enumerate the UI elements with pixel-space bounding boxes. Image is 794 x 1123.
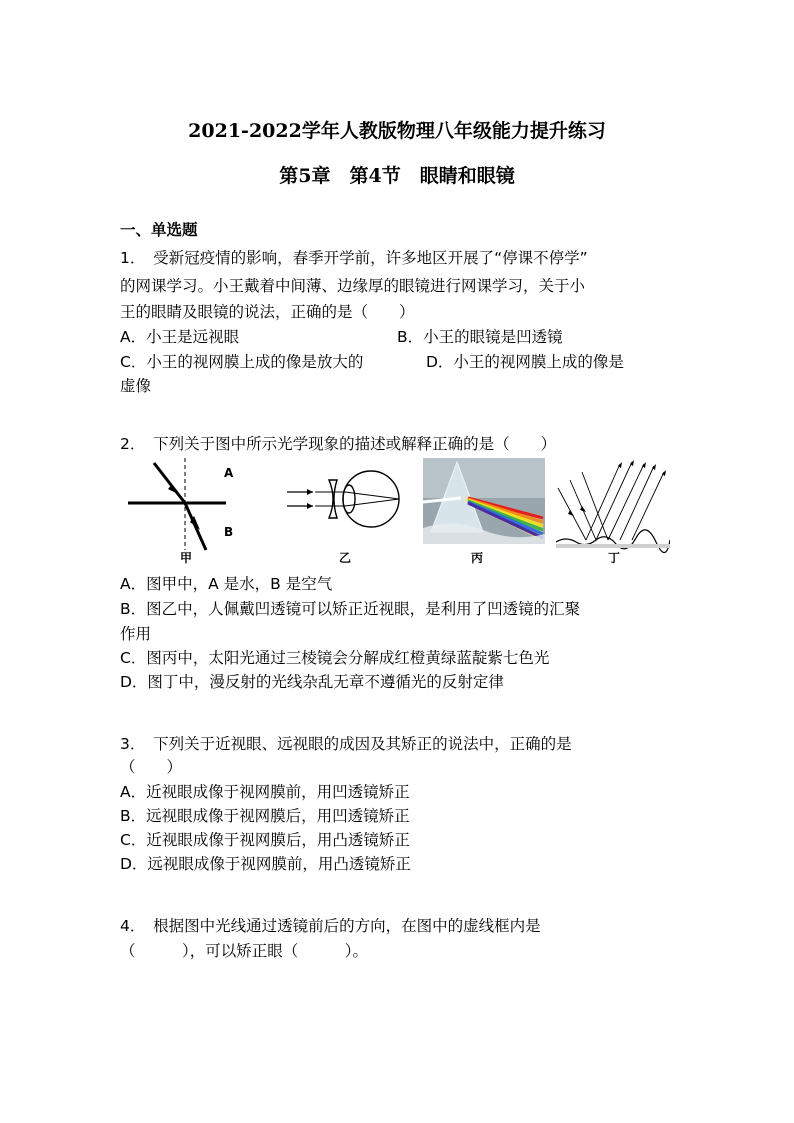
q3-line-2: （ ） [120,758,183,776]
q1-option-c: C．小王的视网膜上成的像是放大的 [120,353,364,371]
figure-bing-prism [423,458,545,566]
section-heading: 一、单选题 [120,221,198,239]
q1-line-3: 王的眼睛及眼镜的说法，正确的是（ ） [120,303,415,321]
q2-option-b-cont: 作用 [120,625,152,643]
figure-yi-eye [285,458,405,566]
figure-yi-caption: 乙 [339,551,352,565]
figure-jia-label-b: B [224,525,234,539]
figure-ding-caption: 丁 [608,551,621,565]
q3-option-a: A．近视眼成像于视网膜前，用凹透镜矫正 [120,783,410,801]
q2-option-a: A．图甲中，A 是水，B 是空气 [120,575,333,593]
q1-line-1: 1． 受新冠疫情的影响，春季开学前，许多地区开展了“停课不停学” [120,249,588,267]
q2-line-1: 2． 下列关于图中所示光学现象的描述或解释正确的是（ ） [120,435,557,453]
q4-line-1: 4． 根据图中光线通过透镜前后的方向，在图中的虚线框内是 [120,917,541,935]
q3-option-c: C．近视眼成像于视网膜后，用凸透镜矫正 [120,831,410,849]
q1-option-b: B．小王的眼镜是凹透镜 [397,328,563,346]
q3-option-b: B．远视眼成像于视网膜后，用凹透镜矫正 [120,807,410,825]
figure-jia-caption: 甲 [180,551,193,565]
q2-option-c: C．图丙中，太阳光通过三棱镜会分解成红橙黄绿蓝靛紫七色光 [120,649,550,667]
q1-option-d-cont: 虚像 [120,377,152,395]
figure-bing-caption: 丙 [471,551,484,565]
q1-option-d: D．小王的视网膜上成的像是 [426,353,624,371]
figure-ding-diffuse-reflection [556,458,670,566]
q2-option-b: B．图乙中，人佩戴凹透镜可以矫正近视眼，是利用了凹透镜的汇聚 [120,600,581,618]
q1-line-2: 的网课学习。小王戴着中间薄、边缘厚的眼镜进行网课学习，关于小 [120,277,586,295]
document-title: 2021-2022学年人教版物理八年级能力提升练习 [188,120,606,142]
document-subtitle: 第5章 第4节 眼睛和眼镜 [279,165,515,187]
q3-option-d: D．远视眼成像于视网膜前，用凸透镜矫正 [120,855,411,873]
figure-jia-refraction [128,458,258,566]
q3-line-1: 3． 下列关于近视眼、远视眼的成因及其矫正的说法中，正确的是 [120,735,572,753]
figure-jia-label-a: A [224,466,234,480]
q2-option-d: D．图丁中，漫反射的光线杂乱无章不遵循光的反射定律 [120,673,504,691]
q4-line-2: （ ），可以矫正眼（ ）。 [120,942,369,960]
q1-option-a: A．小王是远视眼 [120,328,240,346]
